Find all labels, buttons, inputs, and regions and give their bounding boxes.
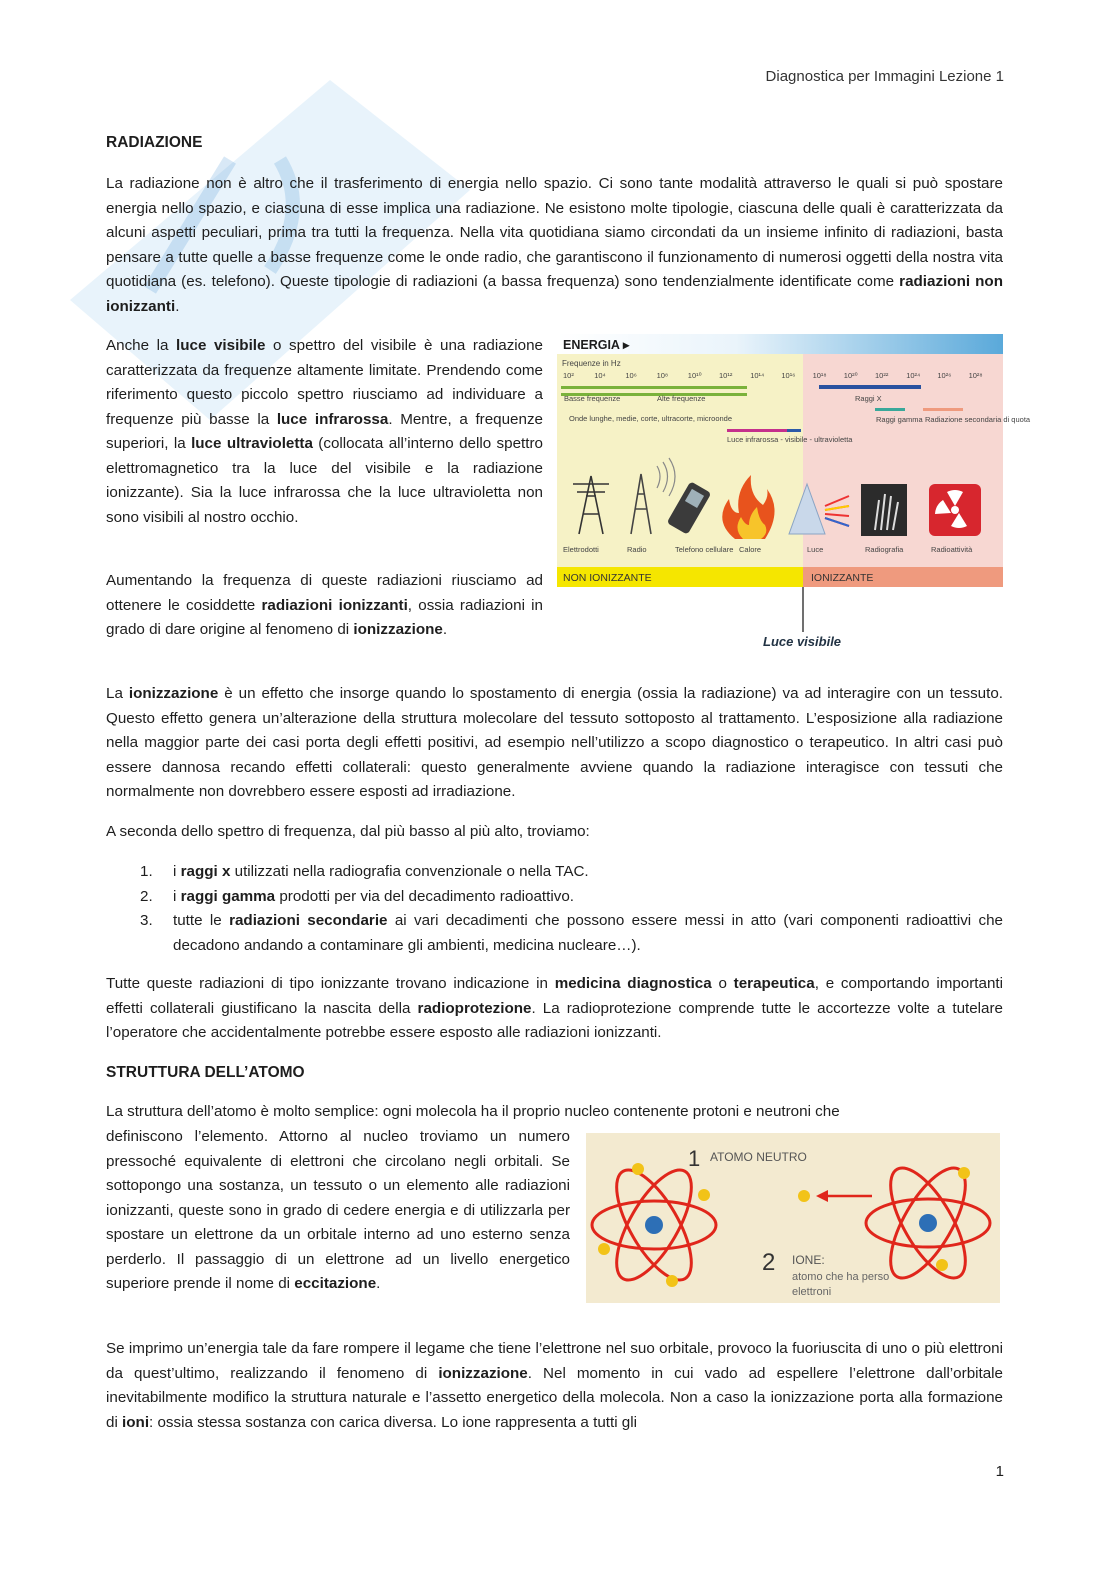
frequency-tick-label: 10²² — [875, 371, 889, 380]
frequency-tick-label: 10⁴ — [594, 371, 606, 380]
band-xray-bar — [819, 385, 921, 389]
frequency-tick-label: 10¹⁴ — [750, 371, 765, 380]
list-item: 1. i raggi x utilizzati nella radiografia convenzionale o nella TAC. — [140, 863, 589, 880]
band-low-bar — [561, 386, 747, 389]
band-secondary-bar — [923, 408, 963, 411]
ion-desc-1: atomo che ha perso — [792, 1271, 890, 1283]
visible-light-label: Luce visibile — [763, 634, 842, 649]
spectrum-figure — [557, 334, 1031, 660]
band-light-label: Luce infrarossa - visibile - ultravioletta — [727, 435, 853, 444]
ion-desc-2: elettroni — [792, 1286, 832, 1298]
x-ray-hand-icon — [861, 484, 907, 536]
frequency-tick-label: 10¹² — [719, 371, 733, 380]
ion-label: IONE: — [792, 1253, 825, 1267]
frequency-tick-label: 10¹⁶ — [781, 371, 796, 380]
paragraph-atom-first-line: La struttura dell’atomo è molto semplice: ogni molecola ha il proprio nucleo contenente protoni e neutroni che — [106, 1103, 840, 1120]
frequency-tick-label: 10²⁸ — [968, 371, 983, 380]
band-low-label: Basse frequenze — [564, 394, 621, 403]
paragraph-visible-light: Anche la luce visibile o spettro del visibile è una radiazione caratterizzata da frequenze altamente limitate. Prendendo come riferimento questo piccolo spettro riusciamo ad individuare a frequenze più basse la luce infrarossa. Mentre, a frequenze superiori, la luce ultravioletta (collocata all’interno dello spettro elettromagnetico tra la luce del visibile e la radiazione ionizzante). Sia la luce infrarossa che la luce ultravioletta non sono visibili al nostro occhio. — [106, 337, 543, 526]
paragraph-ionizing: Aumentando la frequenza di queste radiazioni riusciamo ad ottenere le cosiddette radiazioni ionizzanti, ossia radiazioni in grado di dare origine al fenomeno di ionizzazione. — [106, 572, 543, 638]
list-item: 3. tutte le radiazioni secondarie ai vari decadimenti che possono essere messi in atto (vari componenti radioattivi che decadono andando a contaminare gli ambienti, medicina nucleare…). — [140, 912, 1003, 954]
energy-label: ENERGIA ▸ — [563, 338, 630, 352]
electron — [598, 1243, 610, 1255]
icon-caption: Telefono cellulare — [675, 545, 734, 554]
section-title-radiazione: RADIAZIONE — [106, 134, 203, 151]
frequency-tick-label: 10²⁰ — [843, 371, 858, 380]
band-gamma-label: Raggi gamma — [876, 415, 923, 424]
atom-figure — [586, 1133, 1000, 1303]
paragraph-spectrum-order: A seconda dello spettro di frequenza, dal più basso al più alto, troviamo: — [106, 823, 590, 840]
label2-number: 2 — [762, 1249, 776, 1276]
frequency-tick-label: 10² — [563, 371, 574, 380]
ionizing-label: IONIZZANTE — [811, 572, 874, 584]
electron — [632, 1163, 644, 1175]
nucleus — [645, 1216, 663, 1234]
electron — [698, 1189, 710, 1201]
frequency-tick-label: 10¹⁰ — [687, 371, 702, 380]
band-secondary-label: Radiazione secondaria di quota — [925, 415, 1031, 424]
radioactivity-icon — [929, 484, 981, 536]
freq-label: Frequenze in Hz — [562, 359, 621, 368]
paragraph-intro: La radiazione non è altro che il trasferimento di energia nello spazio. Ci sono tante modalità attraverso le quali si può spostare energia nello spazio, e ciascuna di esse implica una radiazione. Ne esistono molte tipologie, ciascuna delle quali è caratterizzata da alcuni aspetti peculiari, prima tra tutti la frequenza. Nella vita quotidiana siamo circondati da un insieme infinito di radiazioni, basta pensare a tutte quelle a basse frequenze come le onde radio, che garantiscono il funzionamento di numerosi oggetti della nostra vita quotidiana (es. telefono). Queste tipologie di radiazioni (a bassa frequenza) sono tendenzialmente identificate come radiazioni non ionizzanti. — [106, 175, 1003, 315]
electron — [666, 1275, 678, 1287]
section-title-atom: STRUTTURA DELL’ATOMO — [106, 1064, 305, 1081]
band-gamma-bar — [875, 408, 905, 411]
radiation-list — [106, 860, 1003, 958]
non-ionizing-label: NON IONIZZANTE — [563, 572, 652, 584]
band-xray-label: Raggi X — [855, 394, 882, 403]
page-number: 1 — [995, 1463, 1004, 1480]
paragraph-atom-structure: definiscono l’elemento. Attorno al nucleo troviamo un numero pressoché equivalente di elettroni che circolano negli orbitali. Se sottopongo una sostanza, un tessuto o un elemento alle radiazioni ionizzanti, queste sono in grado di cedere energia e di utilizzarla per spostare un elettrone da un orbitale interno ad uno esterno senza perderlo. Il passaggio di un elettrone ad un livello energetico superiore prende il nome di eccitazione. — [106, 1128, 570, 1292]
frequency-tick-label: 10²⁶ — [937, 371, 952, 380]
icon-caption: Luce — [807, 545, 824, 554]
paragraph-radioprotection: Tutte queste radiazioni di tipo ionizzante trovano indicazione in medicina diagnostica o terapeutica, e comportando importanti effetti collaterali giustificano la nascita della radioprotezione. La radioprotezione comprende tutte le accortezze volte a tutelare l’operatore che accidentalmente potrebbe essere esposto alle radiazioni ionizzanti. — [106, 975, 1004, 1041]
label1-number: 1 — [688, 1146, 701, 1171]
icon-caption: Radio — [627, 545, 647, 554]
icon-caption: Radiografia — [865, 545, 904, 554]
band-ir-bar — [727, 429, 787, 432]
running-header: Diagnostica per Immagini Lezione 1 — [765, 68, 1004, 85]
band-uv-bar — [787, 429, 801, 432]
paragraph-ionization-effect: La ionizzazione è un effetto che insorge quando lo spostamento di energia (ossia la radiazione) va ad interagire con un tessuto. Questo effetto genera un’alterazione della struttura molecolare del tessuto sottoposto al trattamento. L’esposizione alla radiazione nella maggior parte dei casi porta degli effetti positivi, ad esempio nell’utilizzo a scopo diagnostico o terapeutico. In altri casi può essere dannosa recando effetti collaterali: questo generalmente avviene quando la radiazione interagisce con tessuti che normalmente non dovrebbero essere esposti ad irradiazione. — [106, 685, 1003, 800]
paragraph-ionization-ions: Se imprimo un’energia tale da fare rompere il legame che tiene l’elettrone nel suo orbitale, provoco la fuoriuscita di uno o più elettroni da quest’ultimo, realizzando il fenomeno di ionizzazione. Nel momento in cui vado ad espellere l’elettrone dall’orbitale inevitabilmente modifico la struttura naturale e l’assetto energetico della molecola. Non a caso la ionizzazione porta alla formazione di ioni: ossia stessa sostanza con carica diversa. Lo ione rappresenta a tutti gli — [106, 1340, 1003, 1431]
frequency-tick-label: 10⁸ — [656, 371, 669, 380]
icon-caption: Calore — [739, 545, 762, 554]
nucleus — [919, 1214, 937, 1232]
electron — [936, 1259, 948, 1271]
icon-caption: Radioattività — [931, 545, 973, 554]
electron — [958, 1167, 970, 1179]
band-high-label: Alte frequenze — [657, 394, 706, 403]
electron — [798, 1190, 810, 1202]
band-waves-label: Onde lunghe, medie, corte, ultracorte, microonde — [569, 414, 733, 423]
icon-caption: Elettrodotti — [563, 545, 599, 554]
frequency-tick-label: 10¹⁸ — [812, 371, 827, 380]
neutral-atom-label: ATOMO NEUTRO — [710, 1150, 807, 1164]
list-item: 2. i raggi gamma prodotti per via del decadimento radioattivo. — [140, 887, 574, 905]
frequency-tick-label: 10²⁴ — [906, 371, 921, 380]
frequency-tick-label: 10⁶ — [625, 371, 637, 380]
